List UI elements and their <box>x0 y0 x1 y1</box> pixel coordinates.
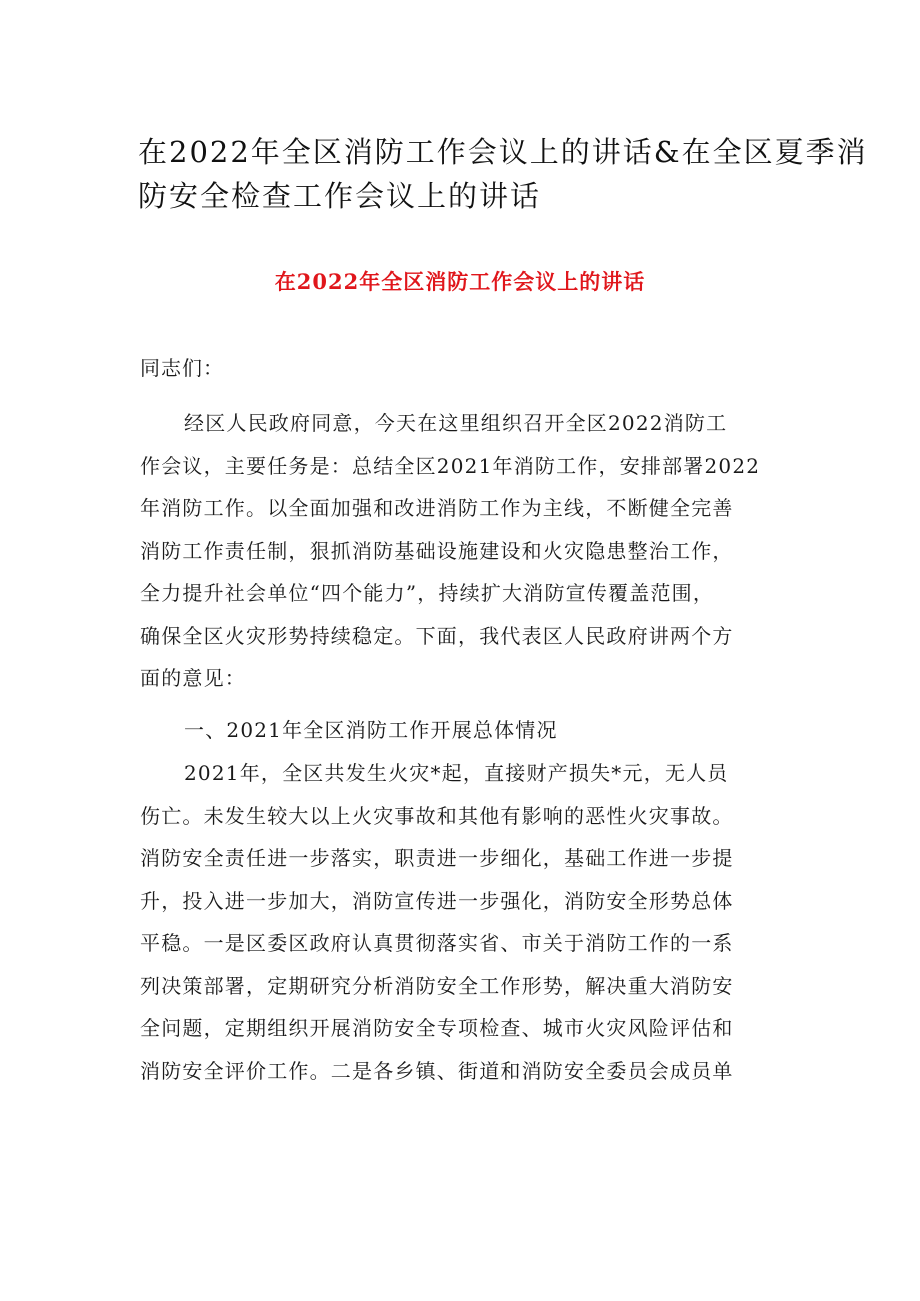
paragraph-line: 全力提升社会单位“四个能力”，持续扩大消防宣传覆盖范围， <box>140 581 715 605</box>
paragraph-line: 平稳。一是区委区政府认真贯彻落实省、市关于消防工作的一系 <box>140 931 734 955</box>
paragraph-overview <box>140 752 790 1092</box>
paragraph-line: 面的意见： <box>140 666 246 690</box>
paragraph-line: 升，投入进一步加大，消防宣传进一步强化，消防安全形势总体 <box>140 888 734 913</box>
title-line: 防安全检查工作会议上的讲话 <box>138 179 542 213</box>
paragraph-line: 消防安全评价工作。二是各乡镇、街道和消防安全委员会成员单 <box>140 1058 734 1083</box>
paragraph-line: 伤亡。未发生较大以上火灾事故和其他有影响的恶性火灾事故。 <box>140 803 734 828</box>
paragraph-line: 2021年，全区共发生火灾*起，直接财产损失*元，无人员 <box>184 761 729 785</box>
paragraph-line: 年消防工作。以全面加强和改进消防工作为主线，不断健全完善 <box>140 496 734 520</box>
paragraph-line: 消防工作责任制，狠抓消防基础设施建设和火灾隐患整治工作， <box>140 538 734 563</box>
paragraph-intro <box>140 402 790 700</box>
speech-subtitle: 在2022年全区消防工作会议上的讲话 <box>274 269 646 294</box>
salutation: 同志们： <box>140 356 224 380</box>
title-line: 在2022年全区消防工作会议上的讲话&在全区夏季消 <box>138 135 868 169</box>
paragraph-line: 消防安全责任进一步落实，职责进一步细化，基础工作进一步提 <box>140 846 734 870</box>
paragraph-line: 列决策部署，定期研究分析消防安全工作形势，解决重大消防安 <box>140 973 734 998</box>
paragraph-line: 确保全区火灾形势持续稳定。下面，我代表区人民政府讲两个方 <box>140 623 734 648</box>
paragraph-line: 全问题，定期组织开展消防安全专项检查、城市火灾风险评估和 <box>140 1016 734 1040</box>
section-heading <box>140 709 790 752</box>
paragraph-line: 经区人民政府同意，今天在这里组织召开全区2022消防工 <box>184 411 728 435</box>
paragraph-line: 作会议，主要任务是：总结全区2021年消防工作，安排部署2022 <box>140 453 761 478</box>
document-title <box>138 130 868 218</box>
section-heading-text: 一、2021年全区消防工作开展总体情况 <box>184 718 558 742</box>
